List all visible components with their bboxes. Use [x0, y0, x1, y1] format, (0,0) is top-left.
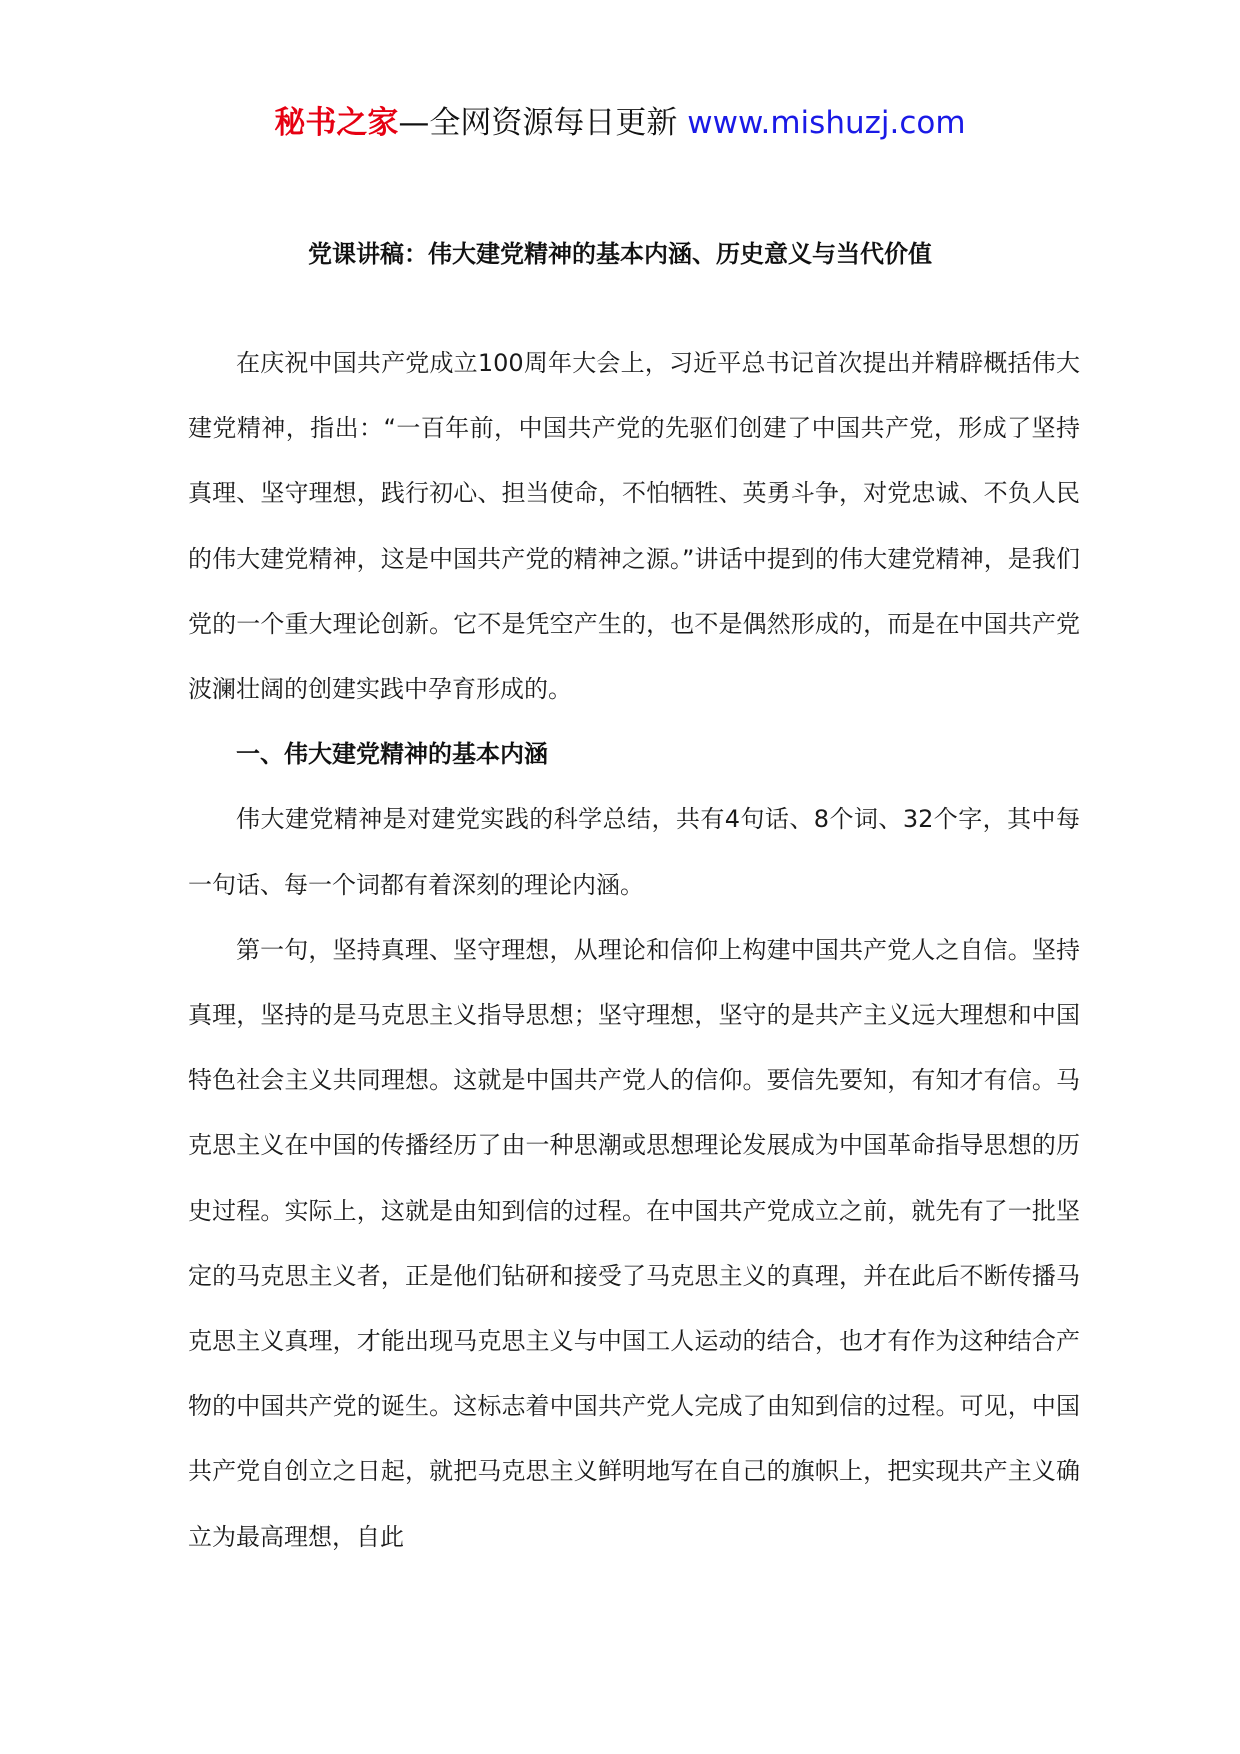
- document-title: 党课讲稿：伟大建党精神的基本内涵、历史意义与当代价值: [308, 240, 932, 268]
- site-header: [0, 100, 1240, 146]
- body-paragraph: 伟大建党精神是对建党实践的科学总结，共有4句话、8个词、32个字，其中每一句话、每一个词都有着深刻的理论内涵。: [188, 805, 1080, 899]
- brand-name: 秘书之家: [274, 105, 399, 141]
- section-heading: 一、伟大建党精神的基本内涵: [236, 740, 548, 769]
- intro-paragraph: 在庆祝中国共产党成立100周年大会上，习近平总书记首次提出并精辟概括伟大建党精神，指出：“一百年前，中国共产党的先驱们创建了中国共产党，形成了坚持真理、坚守理想，践行初心、担当使命，不怕牺牲、英勇斗争，对党忠诚、不负人民的伟大建党精神，这是中国共产党的精神之源。”讲话中提到的伟大建党精神，是我们党的一个重大理论创新。它不是凭空产生的，也不是偶然形成的，而是在中国共产党波澜壮阔的创建实践中孕育形成的。: [188, 349, 1080, 704]
- header-tagline: —全网资源每日更新: [398, 105, 688, 141]
- site-url-link[interactable]: www.mishuzj.com: [687, 105, 966, 141]
- body-paragraph: 第一句，坚持真理、坚守理想，从理论和信仰上构建中国共产党人之自信。坚持真理，坚持的是马克思主义指导思想；坚守理想，坚守的是共产主义远大理想和中国特色社会主义共同理想。这就是中国共产党人的信仰。要信先要知，有知才有信。马克思主义在中国的传播经历了由一种思潮或思想理论发展成为中国革命指导思想的历史过程。实际上，这就是由知到信的过程。在中国共产党成立之前，就先有了一批坚定的马克思主义者，正是他们钻研和接受了马克思主义的真理，并在此后不断传播马克思主义真理，才能出现马克思主义与中国工人运动的结合，也才有作为这种结合产物的中国共产党的诞生。这标志着中国共产党人完成了由知到信的过程。可见，中国共产党自创立之日起，就把马克思主义鲜明地写在自己的旗帜上，把实现共产主义确立为最高理想，自此: [188, 935, 1080, 1551]
- document-body: [188, 331, 1080, 1570]
